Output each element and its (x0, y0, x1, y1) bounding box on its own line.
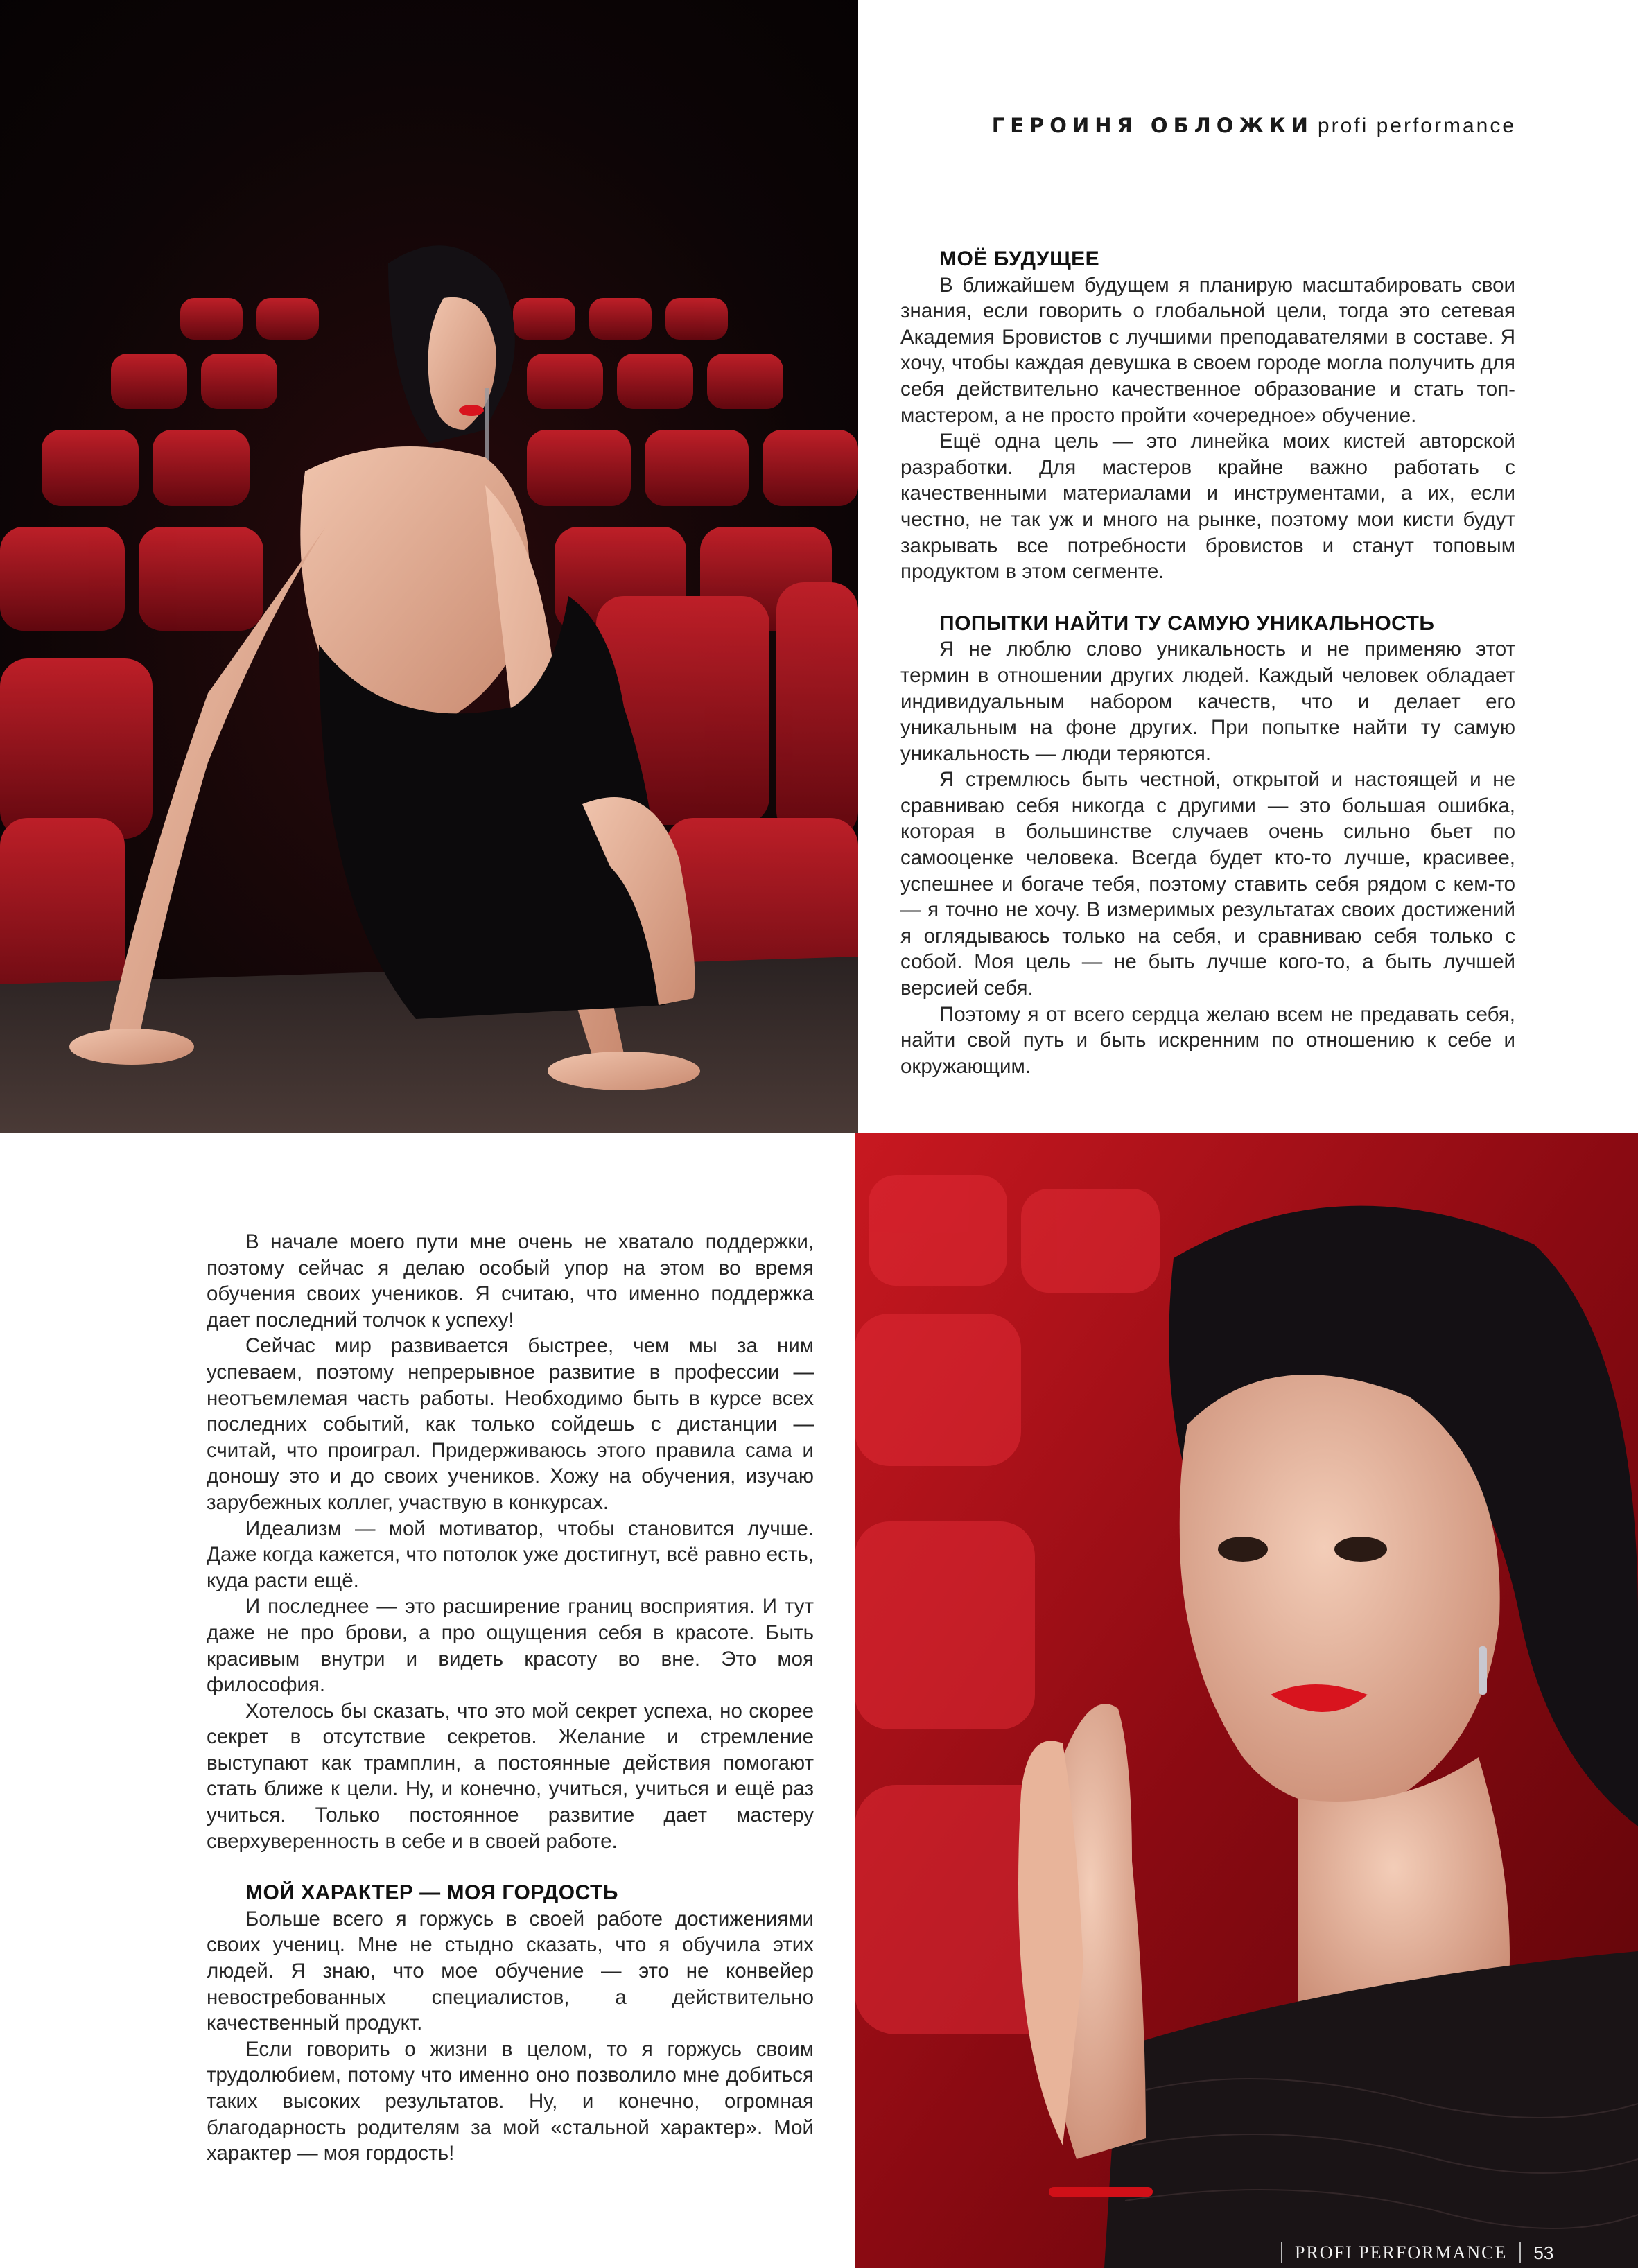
heading-my-character: МОЙ ХАРАКТЕР — МОЯ ГОРДОСТЬ (245, 1881, 618, 1905)
paragraph: В ближайшем будущем я планирую масштабировать свои знания, если говорить о глобальной цели, тогда это сетевая Академия Бровистов с лучшими преподавателями в составе. Я хочу, чтобы каждая девушка в своем городе могла получить для себя действительно качественное образование и стать топ-мастером, а не просто пройти «очередное» обучение. (900, 273, 1515, 427)
cover-photo-seated-theatre (0, 0, 858, 1133)
portrait-photo-praying (855, 1133, 1638, 2268)
paragraph: Поэтому я от всего сердца желаю всем не предавать себя, найти свой путь и быть искренним по отношению к себе и окружающим. (900, 1002, 1515, 1078)
article-column-bottom (207, 1229, 814, 2167)
paragraph: В начале моего пути мне очень не хватало поддержки, поэтому сейчас я делаю особый упор на этом во время обучения своих учеников. Я считаю, что именно поддержка дает последний толчок к успеху! (207, 1230, 814, 1332)
magazine-brand: profi performance (1317, 114, 1516, 137)
article-column-top (900, 246, 1515, 1079)
page-number: 53 (1533, 2242, 1554, 2263)
paragraph: И последнее — это расширение границ восприятия. И тут даже не про брови, а про ощущения себя в красоте. Быть красивым внутри и видеть красоту во вне. Это моя философия. (207, 1595, 814, 1697)
paragraph: Больше всего я горжусь в своей работе достижениями своих учениц. Мне не стыдно сказать, что я обучила этих людей. Я знаю, что мое обучение — это не конвейер невостребованных специалистов, а действительно качественный продукт. (207, 1907, 814, 2035)
footer-magazine-name: PROFI PERFORMANCE (1295, 2242, 1508, 2262)
paragraph: Я не люблю слово уникальность и не применяю этот термин в отношении других людей. Каждый человек обладает индивидуальным набором качеств, что и делает его уникальным на фоне других. При попытке найти ту самую уникальность — люди теряются. (900, 638, 1515, 765)
paragraph: Если говорить о жизни в целом, то я горжусь своим трудолюбием, потому что именно оно позволило мне добиться таких высоких результатов. Ну, и конечно, огромная благодарность родителям за мой «стальной характер». Мой характер — моя гордость! (207, 2037, 814, 2165)
running-header (992, 114, 1516, 138)
paragraph: Сейчас мир развивается быстрее, чем мы за ним успеваем, поэтому непрерывное развитие в профессии — неотъемлемая часть работы. Необходимо быть в курсе всех последних событий, как только сойдешь с дистанции — считай, что проиграл. Придерживаюсь этого правила сама и доношу это и до своих учеников. Хожу на обучения, изучаю зарубежных коллег, участвую в конкурсах. (207, 1334, 814, 1514)
heading-uniqueness: ПОПЫТКИ НАЙТИ ТУ САМУЮ УНИКАЛЬНОСТЬ (939, 611, 1435, 635)
paragraph: Идеализм — мой мотиватор, чтобы становится лучше. Даже когда кажется, что потолок уже достигнут, всё равно есть, куда расти ещё. (207, 1517, 814, 1592)
paragraph: Ещё одна цель — это линейка моих кистей авторской разработки. Для мастеров крайне важно работать с качественными материалами и инструментами, а их, если честно, не так уж и много на рынке, поэтому мои кисти будут закрывать все потребности бровистов и станут топовым продуктом в этом сегменте. (900, 430, 1515, 584)
footer-divider (1519, 2242, 1521, 2263)
section-title: ГЕРОИНЯ ОБЛОЖКИ (991, 114, 1314, 137)
page-footer (1281, 2239, 1553, 2267)
footer-divider (1281, 2242, 1282, 2263)
heading-my-future: МОЁ БУДУЩЕЕ (939, 247, 1100, 270)
paragraph: Хотелось бы сказать, что это мой секрет успеха, но скорее секрет в отсутствие секретов. Желание и стремление выступают как трамплин, а постоянные действия помогают стать ближе к цели. Ну, и конечно, учиться, учиться и ещё раз учиться. Только постоянное развитие дает мастеру сверхуверенность в себе и в своей работе. (207, 1699, 814, 1853)
paragraph: Я стремлюсь быть честной, открытой и настоящей и не сравниваю себя никогда с другими — это большая ошибка, которая в большинстве случаев очень сильно бьет по самооценке человека. Всегда будет кто-то лучше, красивее, успешнее и богаче тебя, поэтому ставить себя рядом с кем-то — я точно не хочу. В измеримых результатах своих достижений я оглядываюсь только на себя, и сравниваю себя только с собой. Моя цель — не быть лучше кого-то, а быть лучшей версией себя. (900, 768, 1515, 1000)
